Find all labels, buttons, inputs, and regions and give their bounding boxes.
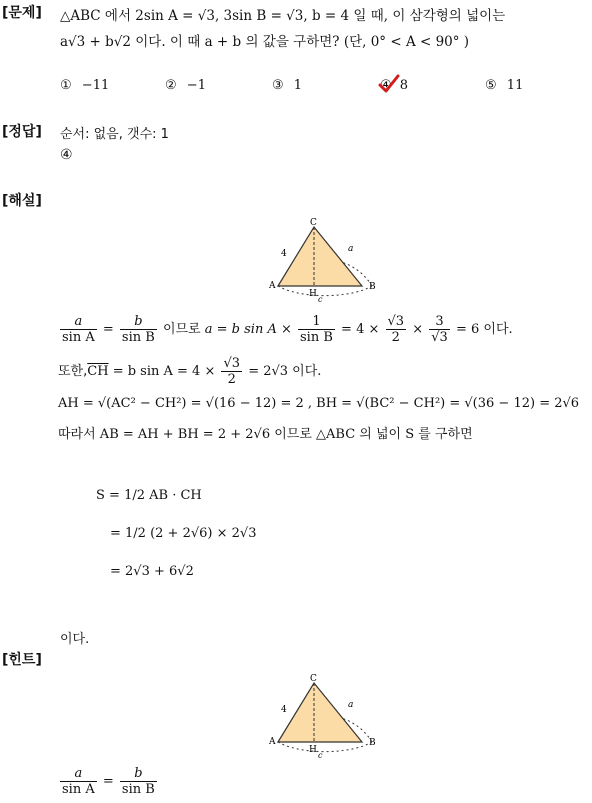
choice-number: ⑤ (485, 78, 497, 93)
choice-text: 1 (293, 78, 303, 93)
answer-label: [정답] (2, 124, 42, 140)
explanation-eq1: $\frac{a}{\text{sin A}}$ = $\frac{b}{\text{sin B}}$ 이므로 a = b sin A × $\frac{1}{\text{sin B}}$ = 4 × $\frac{√3}{2}$ × $\frac{3}{√3}$ = 6 이다. (62, 314, 513, 345)
area-step-1: S = 1/2 AB · CH (96, 488, 202, 503)
choice-text: −1 (186, 78, 206, 93)
side-b-label: 4 (281, 705, 287, 715)
foot-h-label: H (309, 289, 317, 299)
choice-3[interactable] (272, 78, 302, 93)
explanation-eq4: 따라서 AB = AH + BH = 2 + 2√6 이므로 △ABC 의 넓이 S 를 구하면 (58, 427, 473, 442)
choice-number: ① (60, 78, 72, 93)
foot-h-label: H (309, 745, 317, 755)
hint-formula: $\frac{a}{\text{sin A}}$ = $\frac{b}{\text{sin B}}$ (62, 766, 155, 797)
explanation-eq3: AH = √(AC² − CH²) = √(16 − 12) = 2 , BH = √(BC² − CH²) = √(36 − 12) = 2√6 (58, 396, 580, 411)
side-a-label: a (348, 700, 354, 710)
choice-4[interactable] (380, 78, 408, 93)
choice-1[interactable] (60, 78, 109, 93)
choice-2[interactable] (165, 78, 206, 93)
choice-number: ② (165, 78, 177, 93)
vertex-b-label: B (369, 282, 376, 292)
explanation-closing: 이다. (60, 632, 90, 647)
area-step-2: = 1/2 (2 + 2√6) × 2√3 (110, 526, 257, 541)
vertex-c-label: C (310, 674, 317, 684)
side-a-label: a (348, 244, 354, 254)
vertex-a-label: A (269, 737, 276, 747)
answer-line-2: ④ (60, 147, 73, 163)
choice-text: −11 (81, 78, 110, 93)
hint-label: [힌트] (2, 652, 42, 668)
explanation-eq2: 또한$,\overline{CH} = b$ sin A = 4 × $\frac{√3}{2}$ = 2√3 이다. (58, 356, 322, 387)
problem-label: [문제] (2, 5, 42, 21)
answer-line-1: 순서: 없음, 갯수: 1 (60, 127, 169, 142)
vertex-a-label: A (269, 281, 276, 291)
hint-triangle-figure (266, 671, 386, 759)
side-b-label: 4 (281, 249, 287, 259)
problem-line-2: a√3 + b√2 이다. 이 때 a + b 의 값을 구하면? (단, 0° < A < 90° ) (60, 34, 470, 50)
choice-text: 8 (399, 78, 409, 93)
side-c-label: c (318, 751, 323, 759)
area-step-3: = 2√3 + 6√2 (110, 564, 194, 579)
explanation-label: [해설] (2, 193, 42, 209)
vertex-c-label: C (310, 218, 317, 228)
choice-number: ④ (380, 78, 392, 93)
problem-line-1: △ABC 에서 2sin A = √3, 3sin B = √3, b = 4 일 때, 이 삼각형의 넓이는 (60, 8, 506, 24)
triangle-figure (266, 215, 386, 303)
vertex-b-label: B (369, 738, 376, 748)
choice-5[interactable] (485, 78, 523, 93)
checkmark-icon (378, 74, 400, 94)
choice-text: 11 (506, 78, 524, 93)
side-c-label: c (318, 295, 323, 303)
choice-number: ③ (272, 78, 284, 93)
